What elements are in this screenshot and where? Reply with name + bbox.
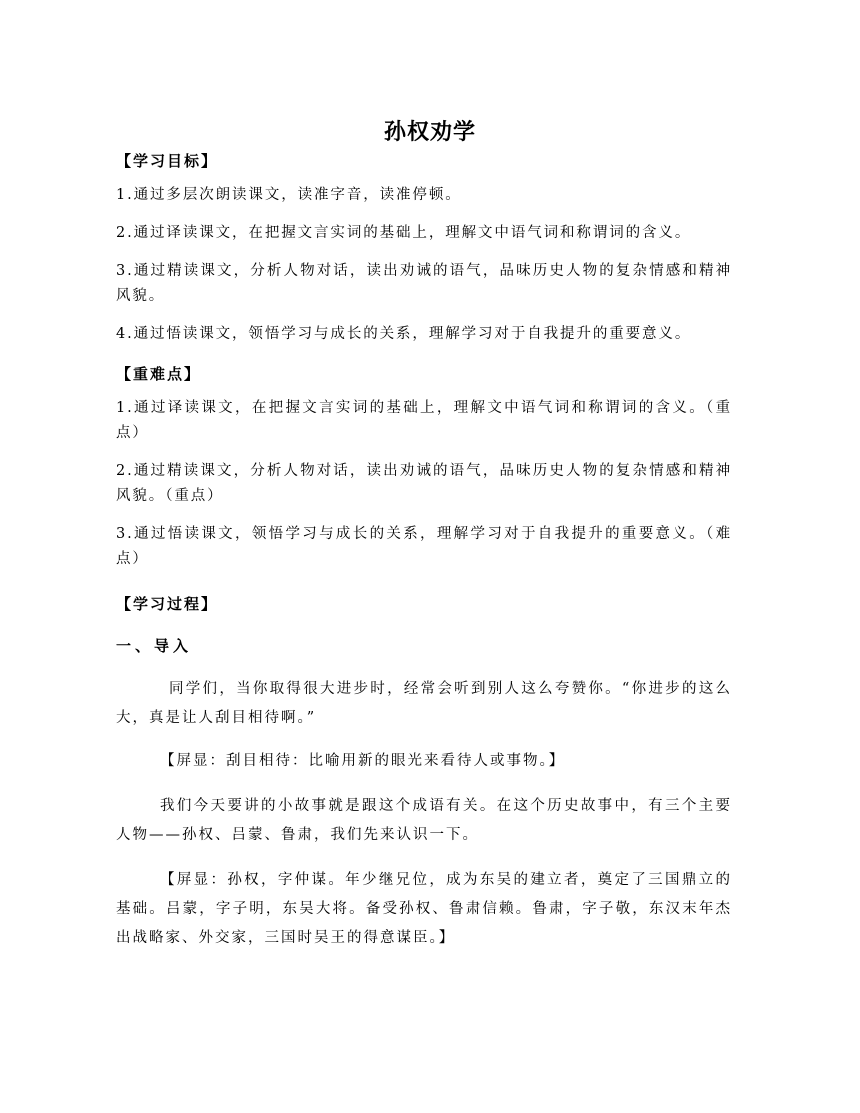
- screen-display-1: 【屏显：刮目相待：比喻用新的眼光来看待人或事物。】: [160, 753, 566, 769]
- intro-subheading: 一、导入: [116, 637, 193, 655]
- objective-item-3: 3.通过精读课文，分析人物对话，读出劝诫的语气，品味历史人物的复杂情感和精神风貌。: [116, 263, 732, 304]
- objectives-heading: 【学习目标】: [116, 152, 219, 170]
- key-point-item-2: 2.通过精读课文，分析人物对话，读出劝诫的语气，品味历史人物的复杂情感和精神风貌。（重点）: [116, 463, 732, 504]
- key-points-heading: 【重难点】: [116, 365, 202, 383]
- objective-item-4: 4.通过悟读课文，领悟学习与成长的关系，理解学习对于自我提升的重要意义。: [116, 326, 692, 342]
- process-heading: 【学习过程】: [116, 595, 219, 613]
- document-body: [116, 148, 732, 953]
- intro-paragraph-1: 同学们，当你取得很大进步时，经常会听到别人这么夸赞你。“你进步的这么大，真是让人刮目相待啊。”: [116, 681, 732, 726]
- screen-display-2: 【屏显：孙权，字仲谋。年少继兄位，成为东吴的建立者，奠定了三国鼎立的基础。吕蒙，字子明，东吴大将。备受孙权、鲁肃信赖。鲁肃，字子敬，东汉末年杰出战略家、外交家，三国时吴王的得意谋臣。】: [116, 872, 732, 946]
- intro-paragraph-2: 我们今天要讲的小故事就是跟这个成语有关。在这个历史故事中，有三个主要人物——孙权、吕蒙、鲁肃，我们先来认识一下。: [116, 798, 732, 843]
- key-point-item-3: 3.通过悟读课文，领悟学习与成长的关系，理解学习对于自我提升的重要意义。（难点）: [116, 526, 732, 567]
- page-title: 孙权劝学: [383, 119, 476, 145]
- objective-item-1: 1.通过多层次朗读课文，读准字音，读准停顿。: [116, 187, 462, 203]
- key-point-item-1: 1.通过译读课文，在把握文言实词的基础上，理解文中语气词和称谓词的含义。（重点）: [116, 400, 732, 441]
- objective-item-2: 2.通过译读课文，在把握文言实词的基础上，理解文中语气词和称谓词的含义。: [116, 225, 692, 241]
